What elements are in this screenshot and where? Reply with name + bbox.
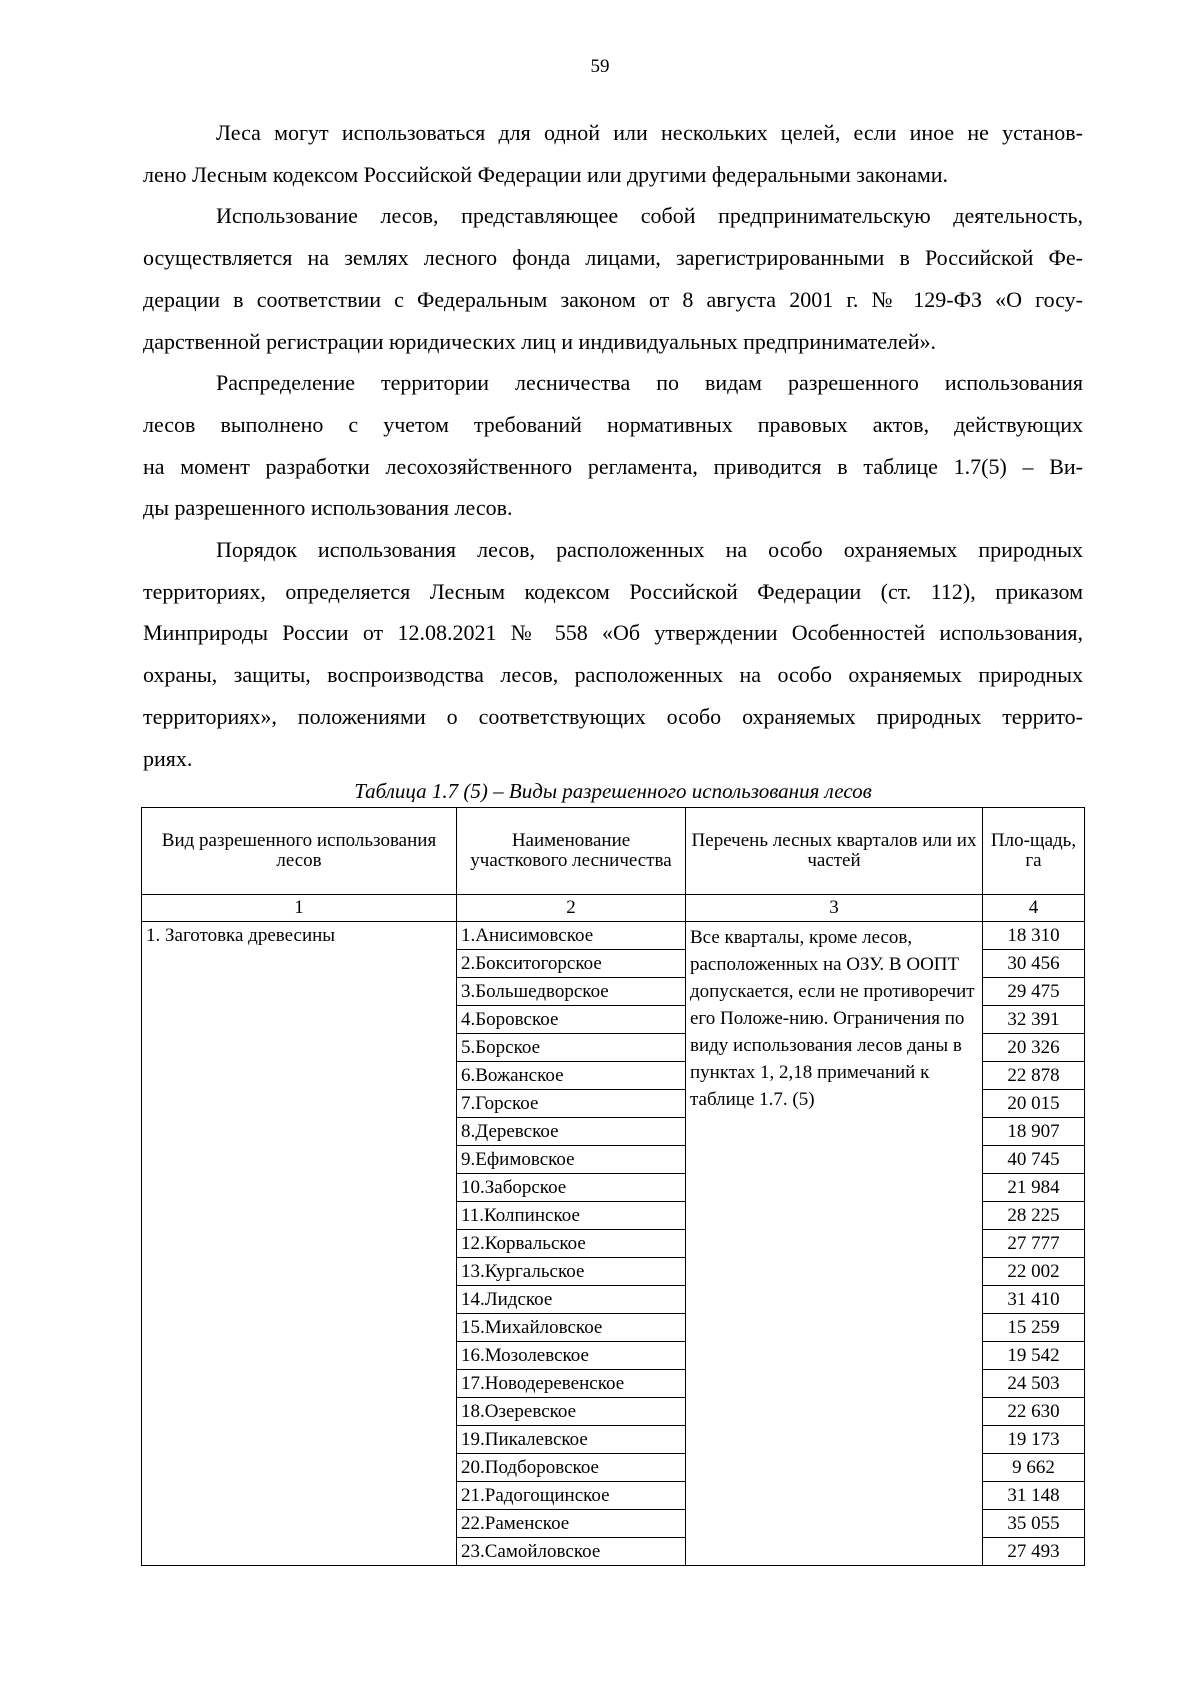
column-number: 1: [142, 895, 457, 922]
paragraph-line: дарственной регистрации юридических лиц и индивидуальных предпринимателей».: [143, 328, 937, 354]
header-use-kind: Вид разрешенного использования лесов: [142, 808, 457, 895]
area-cell: 20 326: [983, 1034, 1085, 1062]
paragraph-line: на момент разработки лесохозяйственного регламента, приводится в таблице 1.7(5) – Ви-: [143, 453, 1083, 479]
area-cell: 22 630: [983, 1398, 1085, 1426]
paragraph-line: лесов выполнено с учетом требований нормативных правовых актов, действующих: [143, 411, 1083, 437]
forestry-name-cell: 6.Вожанское: [457, 1062, 686, 1090]
area-cell: 9 662: [983, 1454, 1085, 1482]
paragraph-line: риях.: [143, 745, 193, 771]
forestry-name-cell: 23.Самойловское: [457, 1538, 686, 1566]
forestry-name-cell: 8.Деревское: [457, 1118, 686, 1146]
area-cell: 22 002: [983, 1258, 1085, 1286]
area-cell: 18 310: [983, 922, 1085, 950]
use-kind-cell: 1. Заготовка древесины: [142, 922, 457, 1566]
paragraph-line: Распределение территории лесничества по видам разрешенного использования: [216, 370, 1083, 396]
area-cell: 28 225: [983, 1202, 1085, 1230]
area-cell: 24 503: [983, 1370, 1085, 1398]
forestry-name-cell: 12.Корвальское: [457, 1230, 686, 1258]
area-cell: 32 391: [983, 1006, 1085, 1034]
area-cell: 27 777: [983, 1230, 1085, 1258]
header-forestry-name: Наименование участкового лесничества: [457, 808, 686, 895]
forestry-name-cell: 15.Михайловское: [457, 1314, 686, 1342]
forestry-name-cell: 3.Большедворское: [457, 978, 686, 1006]
forestry-name-cell: 2.Бокситогорское: [457, 950, 686, 978]
area-cell: 30 456: [983, 950, 1085, 978]
area-cell: 31 410: [983, 1286, 1085, 1314]
header-area: Пло-щадь, га: [983, 808, 1085, 895]
paragraph-line: осуществляется на землях лесного фонда лицами, зарегистрированными в Российской Фе-: [143, 245, 1083, 271]
page-number: 59: [590, 56, 610, 77]
column-number: 3: [686, 895, 983, 922]
paragraph-line: Леса могут использоваться для одной или нескольких целей, если иное не установ-: [216, 120, 1083, 145]
paragraph-line: Минприроды России от 12.08.2021 № 558 «Об утверждении Особенностей использования,: [143, 620, 1083, 646]
area-cell: 29 475: [983, 978, 1085, 1006]
area-cell: 15 259: [983, 1314, 1085, 1342]
body-text: [143, 112, 1083, 779]
header-quarters: Перечень лесных кварталов или их частей: [686, 808, 983, 895]
area-cell: 18 907: [983, 1118, 1085, 1146]
forestry-name-cell: 9.Ефимовское: [457, 1146, 686, 1174]
paragraph-line: дерации в соответствии с Федеральным законом от 8 августа 2001 г. № 129-ФЗ «О госу-: [143, 286, 1083, 312]
forestry-name-cell: 16.Мозолевское: [457, 1342, 686, 1370]
forestry-name-cell: 17.Новодеревенское: [457, 1370, 686, 1398]
column-number: 4: [983, 895, 1085, 922]
forestry-name-cell: 14.Лидское: [457, 1286, 686, 1314]
forestry-name-cell: 21.Радогощинское: [457, 1482, 686, 1510]
permitted-use-table: [141, 807, 1085, 1566]
forestry-name-cell: 20.Подборовское: [457, 1454, 686, 1482]
table-caption: Таблица 1.7 (5) – Виды разрешенного использования лесов: [354, 779, 872, 803]
forestry-name-cell: 13.Кургальское: [457, 1258, 686, 1286]
area-cell: 31 148: [983, 1482, 1085, 1510]
area-cell: 21 984: [983, 1174, 1085, 1202]
quarters-cell: Все кварталы, кроме лесов, расположенных на ОЗУ. В ООПТ допускается, если не противоречит его Положе-нию. Ограничения по виду использования лесов даны в пунктах 1, 2,18 примечаний к таблице 1.7. (5): [686, 922, 983, 1566]
forestry-name-cell: 4.Боровское: [457, 1006, 686, 1034]
area-cell: 35 055: [983, 1510, 1085, 1538]
paragraph-line: охраны, защиты, воспроизводства лесов, расположенных на особо охраняемых природных: [143, 662, 1083, 688]
area-cell: 22 878: [983, 1062, 1085, 1090]
area-cell: 20 015: [983, 1090, 1085, 1118]
area-cell: 27 493: [983, 1538, 1085, 1566]
forestry-name-cell: 18.Озеревское: [457, 1398, 686, 1426]
forestry-name-cell: 10.Заборское: [457, 1174, 686, 1202]
forestry-name-cell: 7.Горское: [457, 1090, 686, 1118]
area-cell: 19 542: [983, 1342, 1085, 1370]
forestry-name-cell: 11.Колпинское: [457, 1202, 686, 1230]
forestry-name-cell: 22.Раменское: [457, 1510, 686, 1538]
forestry-name-cell: 19.Пикалевское: [457, 1426, 686, 1454]
area-cell: 19 173: [983, 1426, 1085, 1454]
paragraph-line: лено Лесным кодексом Российской Федерации или другими федеральными законами.: [143, 161, 949, 187]
forestry-name-cell: 5.Борское: [457, 1034, 686, 1062]
area-cell: 40 745: [983, 1146, 1085, 1174]
column-number: 2: [457, 895, 686, 922]
paragraph-line: ды разрешенного использования лесов.: [143, 495, 513, 521]
table-row: [142, 922, 1085, 950]
paragraph-line: Использование лесов, представляющее собой предпринимательскую деятельность,: [216, 203, 1083, 229]
forestry-name-cell: 1.Анисимовское: [457, 922, 686, 950]
paragraph-line: территориях», положениями о соответствующих особо охраняемых природных террито-: [143, 703, 1083, 729]
paragraph-line: Порядок использования лесов, расположенных на особо охраняемых природных: [216, 537, 1083, 563]
paragraph-line: территориях, определяется Лесным кодексом Российской Федерации (ст. 112), приказом: [143, 578, 1083, 604]
